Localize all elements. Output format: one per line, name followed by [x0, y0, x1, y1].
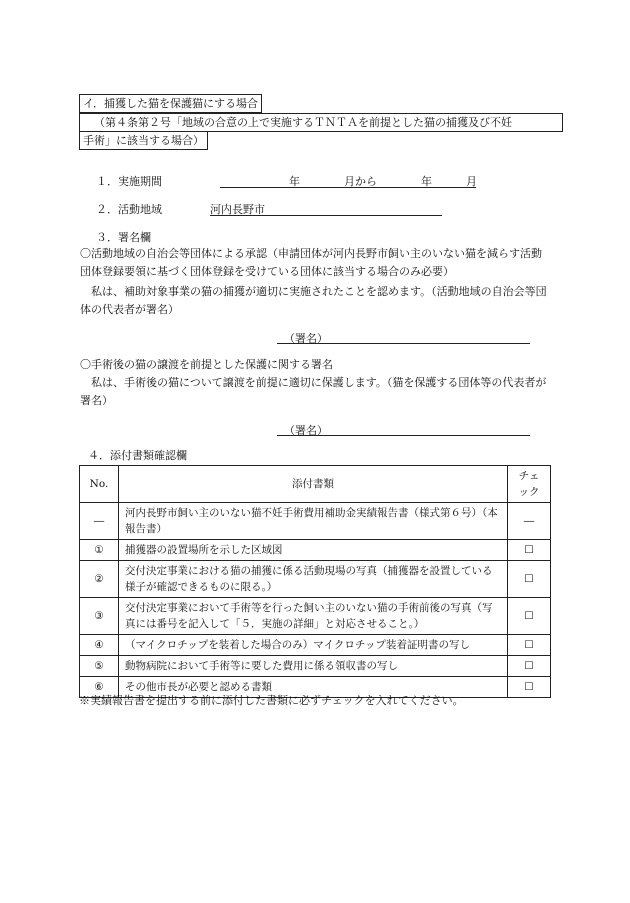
- table-row: [80, 656, 551, 677]
- row-no: ③: [80, 598, 119, 635]
- attachments-label: ４．添付書類確認欄: [88, 449, 187, 462]
- table-row: [80, 540, 551, 561]
- row-doc: 動物病院において手術等に要した費用に係る領収書の写し: [119, 656, 508, 677]
- section-title: イ．捕獲した猫を保護猫にする場合: [79, 94, 262, 113]
- protection-statement: 私は、手術後の猫について譲渡を前提に適切に保護します。（猫を保護する団体等の代表者が署名）: [80, 376, 547, 407]
- row-no: ①: [80, 540, 119, 561]
- area-label: ２．活動地域: [96, 203, 162, 216]
- signature1-label: （署名）: [284, 332, 328, 345]
- signature2-line[interactable]: [277, 435, 530, 436]
- period-year1: 年: [289, 175, 300, 188]
- header-check: チェック: [508, 466, 551, 503]
- table-header-row: [80, 466, 551, 503]
- signature1-line[interactable]: [277, 343, 530, 344]
- row-no: ④: [80, 635, 119, 656]
- row-checkbox[interactable]: ☐: [508, 561, 551, 598]
- row-checkbox[interactable]: ☐: [508, 635, 551, 656]
- row-no: ―: [80, 503, 119, 540]
- row-checkbox[interactable]: ☐: [508, 677, 551, 698]
- period-label: １．実施期間: [96, 175, 162, 188]
- approval-statement: 私は、補助対象事業の猫の捕獲が適切に実施されたことを認めます。（活動地域の自治会等団体の代表者が署名）: [80, 285, 547, 316]
- row-no: ②: [80, 561, 119, 598]
- table-row: [80, 635, 551, 656]
- row-doc: 捕獲器の設置場所を示した区域図: [119, 540, 508, 561]
- row-doc: その他市長が必要と認める書類: [119, 677, 508, 698]
- header-doc: 添付書類: [119, 466, 508, 503]
- attachments-footnote: ※実績報告書を提出する前に添付した書類に必ずチェックを入れてください。: [79, 694, 464, 707]
- approval-paragraph: 〇活動地域の自治会等団体による承認（申請団体が河内長野市飼い主のいない猫を減らす活動団体登録要領に基づく団体登録を受けている団体に該当する場合のみ必要）: [80, 247, 542, 278]
- row-check: ―: [508, 503, 551, 540]
- table-row: [80, 503, 551, 540]
- row-doc: 河内長野市飼い主のいない猫不妊手術費用補助金実績報告書（様式第６号）（本報告書）: [119, 503, 508, 540]
- row-checkbox[interactable]: ☐: [508, 598, 551, 635]
- attachments-table: [79, 465, 551, 698]
- signature-section-label: ３．署名欄: [96, 231, 151, 244]
- table-row: [80, 598, 551, 635]
- row-doc: 交付決定事業における猫の捕獲に係る活動現場の写真（捕獲器を設置している様子が確認できるものに限る。）: [119, 561, 508, 598]
- row-checkbox[interactable]: ☐: [508, 656, 551, 677]
- row-no: ⑤: [80, 656, 119, 677]
- protection-heading: 〇手術後の猫の譲渡を前提とした保護に関する署名: [80, 358, 333, 371]
- section-subtitle-line2: 手術」に該当する場合）: [79, 131, 208, 150]
- row-doc: 交付決定事業において手術等を行った飼い主のいない猫の手術前後の写真（写真には番号を記入して「５．実施の詳細」と対応させること。）: [119, 598, 508, 635]
- row-checkbox[interactable]: ☐: [508, 540, 551, 561]
- area-value: 河内長野市: [210, 203, 265, 216]
- row-doc: （マイクロチップを装着した場合のみ）マイクロチップ装着証明書の写し: [119, 635, 508, 656]
- period-year2: 年: [421, 175, 432, 188]
- header-no: No.: [80, 466, 119, 503]
- period-month-from: 月から: [344, 175, 377, 188]
- period-month2: 月: [466, 175, 477, 188]
- table-row: [80, 561, 551, 598]
- section-subtitle-line1: （第４条第２号「地域の合意の上で実施するＴＮＴＡを前提とした猫の捕獲及び不妊: [79, 113, 563, 132]
- signature2-label: （署名）: [284, 424, 328, 437]
- row-no: ⑥: [80, 677, 119, 698]
